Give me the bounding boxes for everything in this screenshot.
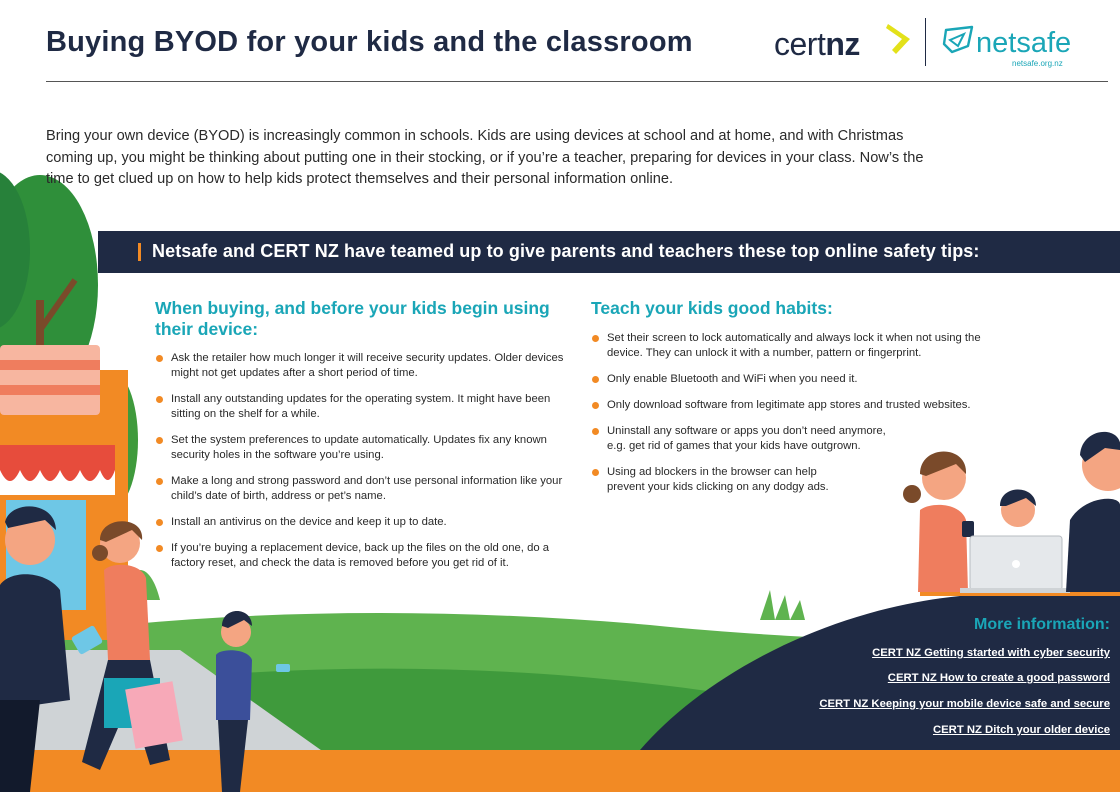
bullet-dot-icon (592, 376, 599, 383)
boy-phone (276, 664, 290, 672)
grass-tuft-right (760, 590, 805, 620)
girl-phone (962, 521, 974, 537)
link-mobile-device[interactable]: CERT NZ Keeping your mobile device safe and secure (819, 698, 1110, 710)
list-item (156, 351, 576, 381)
tip-text: Install any outstanding updates for the operating system. It might have been sitting on the shelf for a while. (171, 393, 551, 420)
netsafe-shield-icon (942, 24, 976, 54)
man-body (0, 574, 70, 710)
page-title: Buying BYOD for your kids and the classroom (46, 26, 693, 58)
right-section-heading: Teach your kids good habits: (591, 298, 833, 318)
certnz-logo (774, 26, 860, 63)
bullet-dot-icon (592, 469, 599, 476)
list-item (592, 372, 1004, 387)
right-tips-list (592, 331, 1004, 506)
tip-text: Ask the retailer how much longer it will receive security updates. Older devices might not get updates after a short period of time. (171, 352, 564, 379)
banner-accent-bar (138, 243, 141, 261)
bullet-dot-icon (156, 437, 163, 444)
list-item (592, 465, 857, 495)
certnz-chevron-icon (884, 22, 914, 56)
list-item (156, 392, 576, 422)
cake-stripe-2 (0, 385, 100, 395)
list-item (592, 424, 907, 454)
list-item (156, 474, 576, 504)
list-item (592, 398, 1004, 413)
woman-bun (92, 545, 108, 561)
bullet-dot-icon (156, 478, 163, 485)
tip-text: Only enable Bluetooth and WiFi when you need it. (607, 373, 858, 385)
tip-text: Set their screen to lock automatically and always lock it when not using the device. They can unlock it with a number, pattern or fingerprint. (607, 332, 981, 359)
bullet-dot-icon (156, 355, 163, 362)
logo-divider (925, 18, 926, 66)
adult-body (1066, 499, 1120, 592)
bullet-dot-icon (592, 402, 599, 409)
bullet-dot-icon (156, 519, 163, 526)
more-info-heading: More information: (974, 616, 1110, 633)
shopping-bag-pink (125, 681, 183, 748)
left-section-heading: When buying, and before your kids begin using their device: (155, 298, 550, 339)
certnz-logo-text: cert (774, 26, 826, 62)
link-good-password[interactable]: CERT NZ How to create a good password (887, 672, 1110, 684)
cake-stripe-1 (0, 360, 100, 370)
link-getting-started[interactable]: CERT NZ Getting started with cyber security (872, 647, 1110, 659)
list-item (156, 541, 576, 571)
bullet-dot-icon (156, 545, 163, 552)
header-divider (46, 81, 1108, 82)
tip-text: Using ad blockers in the browser can help prevent your kids clicking on any dodgy ads. (607, 466, 829, 493)
bullet-dot-icon (592, 428, 599, 435)
list-item (156, 515, 576, 530)
girl-top (918, 505, 968, 592)
link-older-device[interactable]: CERT NZ Ditch your older device (932, 724, 1110, 736)
boy-shirt (216, 650, 252, 720)
list-item (156, 433, 576, 463)
laptop-base (960, 588, 1070, 593)
banner-text: Netsafe and CERT NZ have teamed up to give parents and teachers these top online safety tips: (152, 241, 980, 261)
intro-paragraph: Bring your own device (BYOD) is increasingly common in schools. Kids are using devices at school and at home, and with Christmas coming up, you might be thinking about putting one in their stocking, or if you’re a teacher, preparing for devices in your class. Now’s the time to get clued up on how to help kids protect themselves and their personal information online. (46, 128, 924, 187)
woman-top (104, 565, 150, 660)
laptop-logo (1012, 560, 1020, 568)
tip-text: Make a long and strong password and don’t use personal information like your child’s date of birth, address or pet’s name. (171, 475, 563, 502)
tip-text: Only download software from legitimate app stores and trusted websites. (607, 399, 971, 411)
tip-text: Uninstall any software or apps you don’t need anymore, e.g. get rid of games that your kids have outgrown. (607, 425, 886, 452)
netsafe-logo-text: netsafe (976, 27, 1072, 59)
left-tips-list (156, 351, 576, 582)
cake-sign (0, 345, 100, 415)
bullet-dot-icon (156, 396, 163, 403)
list-item (592, 331, 1004, 361)
tip-text: If you’re buying a replacement device, back up the files on the old one, do a factory reset, and check the data is removed before you get rid of it. (171, 542, 550, 569)
tip-text: Install an antivirus on the device and keep it up to date. (171, 516, 447, 528)
bullet-dot-icon (592, 335, 599, 342)
certnz-logo-nz: nz (825, 26, 860, 62)
netsafe-url: netsafe.org.nz (1012, 59, 1063, 68)
tip-text: Set the system preferences to update automatically. Updates fix any known security holes in the software you’re using. (171, 434, 547, 461)
